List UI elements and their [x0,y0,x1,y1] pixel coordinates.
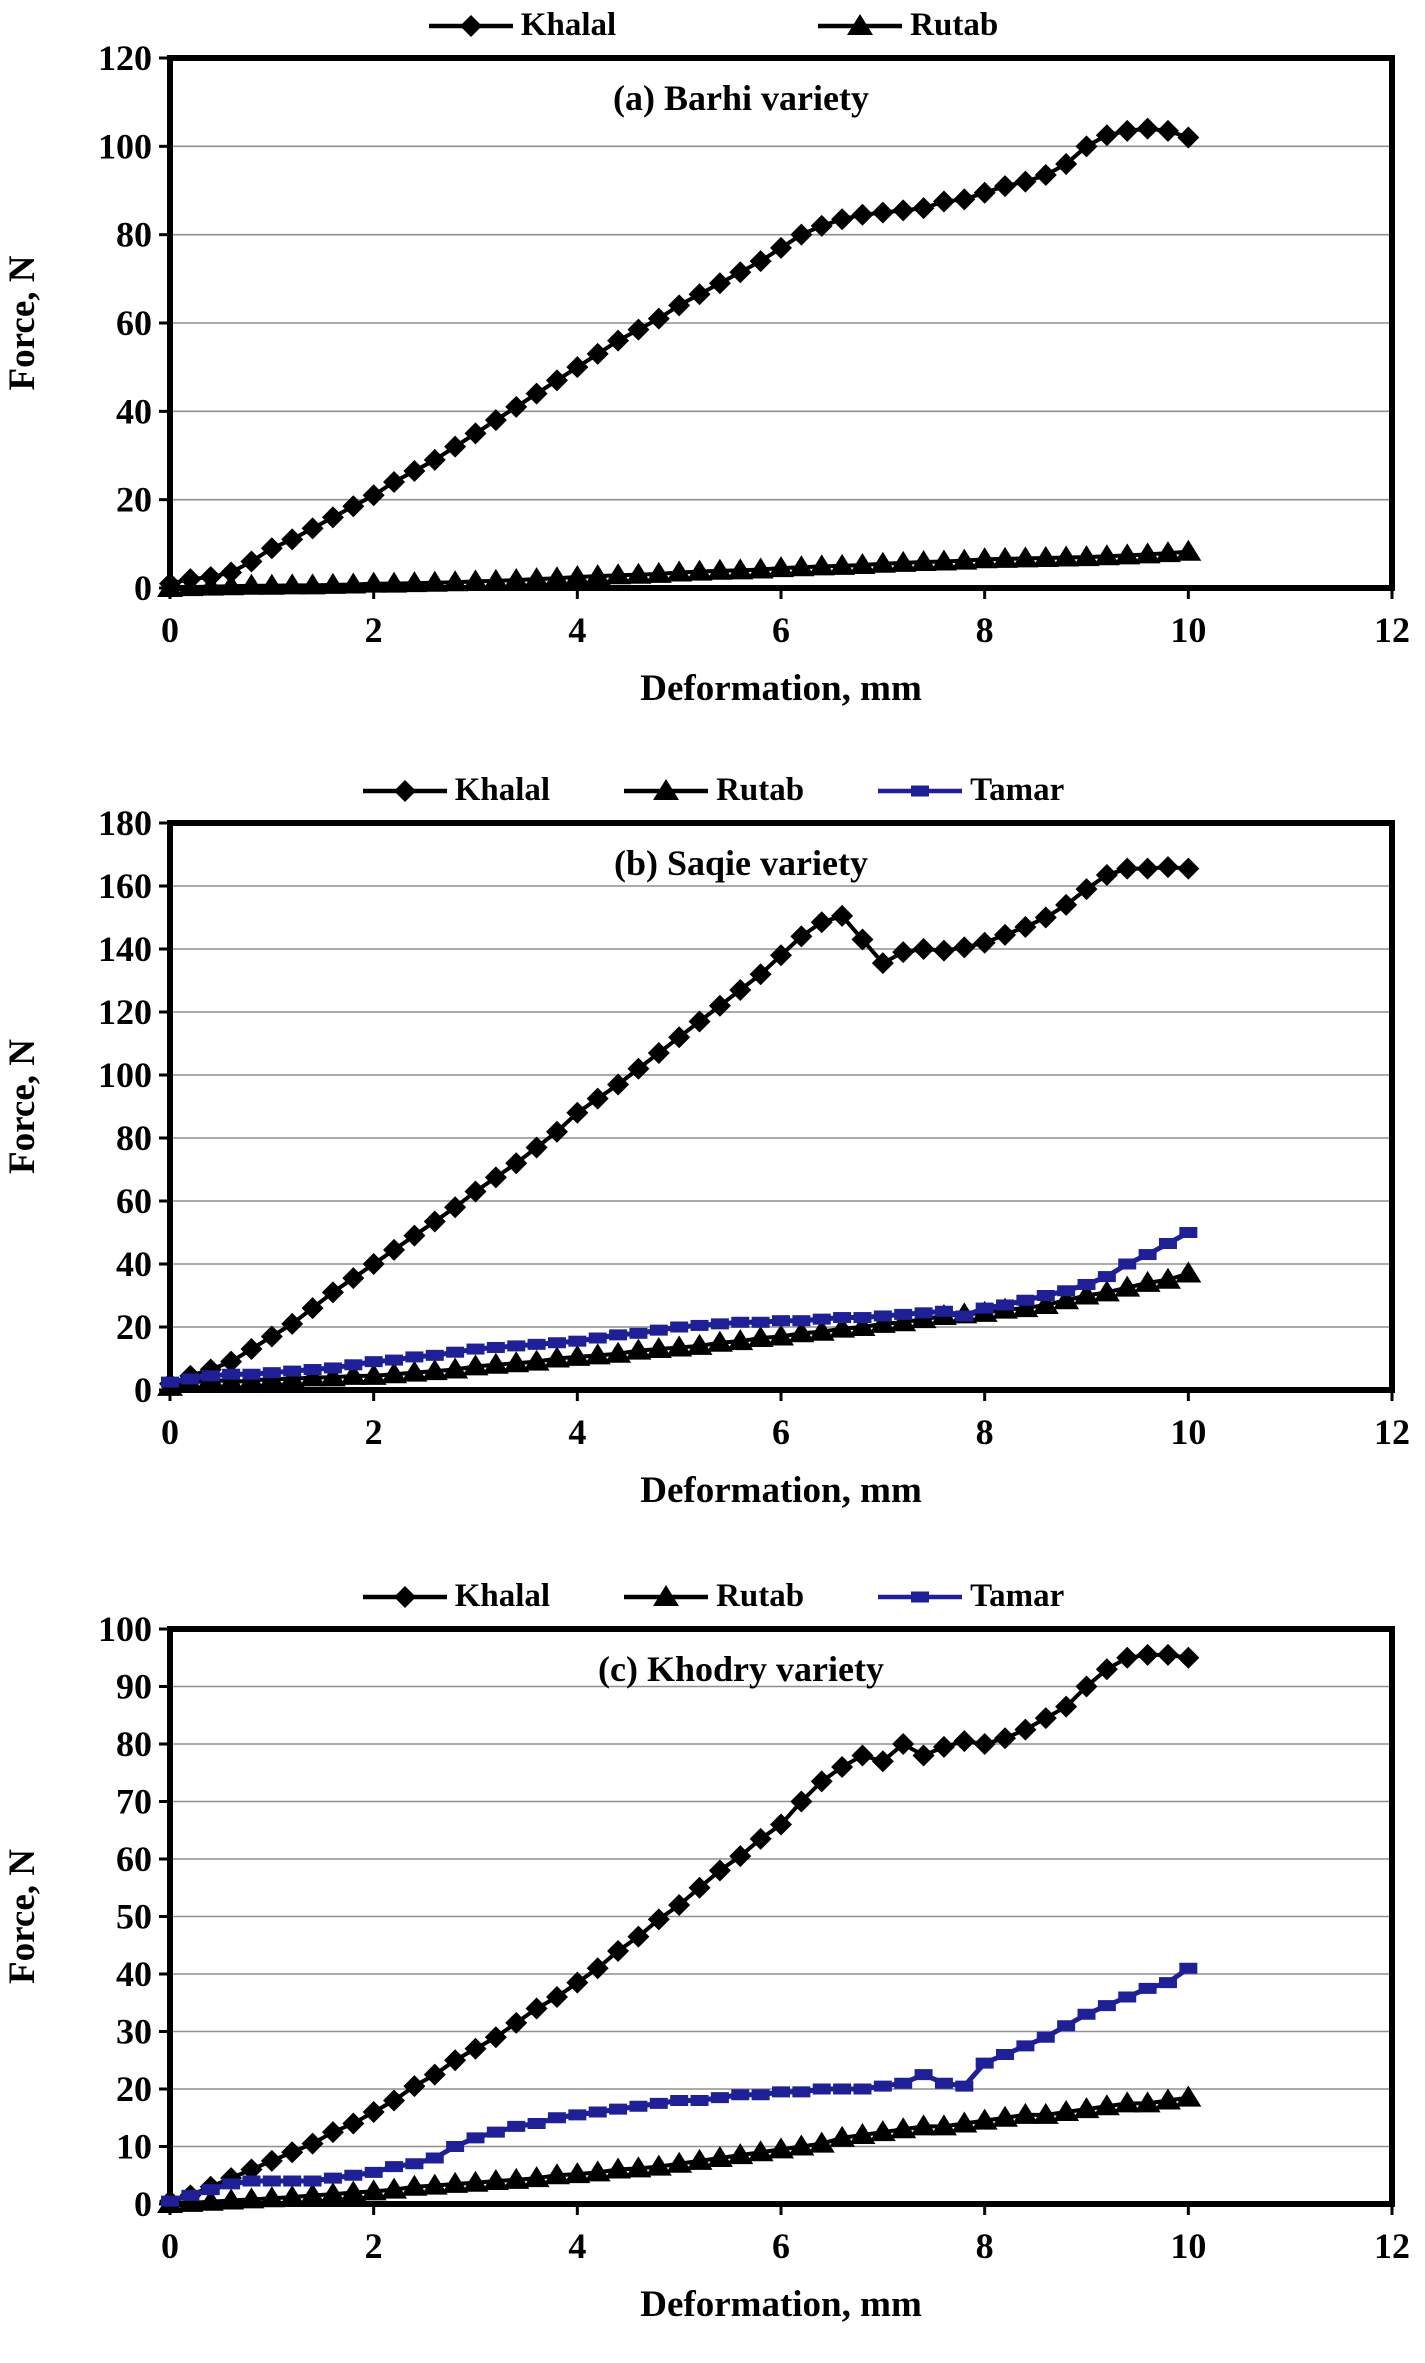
diamond-marker-icon [361,1581,449,1611]
y-tick-label: 60 [116,303,152,343]
x-tick-label: 8 [975,1412,994,1452]
y-tick-label: 120 [98,46,152,78]
diamond-marker-icon [427,10,515,40]
y-tick-label: 180 [98,811,152,843]
y-tick-label: 80 [116,214,152,255]
x-tick-label: 12 [1374,1412,1410,1452]
y-tick-label: 0 [134,568,152,608]
legend-label-rutab: Rutab [716,1577,805,1614]
square-marker-icon [876,775,964,805]
y-tick-label: 20 [116,1307,152,1347]
x-axis-title: Deformation, mm [640,668,922,709]
x-tick-label: 10 [1170,2226,1207,2266]
y-tick-label: 10 [116,2126,152,2167]
y-tick-label: 140 [98,929,152,969]
y-tick-label: 80 [116,1724,152,1764]
x-tick-label: 4 [568,1412,587,1452]
legend-panel-b [0,769,1425,811]
x-tick-label: 6 [772,610,790,650]
diamond-marker-icon [361,775,449,805]
y-tick-label: 70 [116,1781,152,1822]
y-tick-label: 20 [116,479,152,520]
x-tick-label: 10 [1170,610,1207,650]
y-tick-label: 40 [116,391,152,432]
x-tick-label: 2 [364,610,383,650]
x-tick-label: 0 [161,610,179,650]
legend-item-tamar [876,772,1064,809]
x-tick-label: 8 [975,2226,994,2266]
y-tick-label: 40 [116,1244,152,1284]
plot-panel-a [0,46,1425,753]
x-tick-label: 2 [364,2226,383,2266]
legend-item-khalal [361,772,550,809]
legend-panel-c [0,1575,1425,1617]
y-tick-label: 120 [98,992,152,1032]
y-axis-title: Force, N [2,1849,43,1984]
x-tick-label: 6 [772,1412,790,1452]
square-marker-icon [876,1581,964,1611]
chart-panel-c [0,1555,1425,2363]
x-tick-label: 2 [364,1412,383,1452]
y-tick-label: 160 [98,866,152,906]
y-axis-title: Force, N [2,1039,43,1174]
y-tick-label: 90 [116,1666,152,1707]
panel-title: (b) Saqie variety [614,843,868,883]
y-tick-label: 100 [98,126,152,167]
chart-panel-a [0,0,1425,755]
legend-label-tamar: Tamar [970,1577,1065,1614]
chart-panel-b [0,755,1425,1555]
y-tick-label: 20 [116,2069,152,2109]
x-tick-label: 12 [1374,2226,1410,2266]
y-tick-label: 60 [116,1181,152,1221]
triangle-marker-icon [622,775,710,805]
y-tick-label: 0 [134,1370,152,1410]
legend-label-khalal: Khalal [454,1577,551,1614]
triangle-marker-icon [816,10,904,40]
triangle-marker-icon [622,1581,710,1611]
x-tick-label: 10 [1170,1412,1207,1452]
y-tick-label: 80 [116,1118,152,1158]
legend-item-khalal [361,1578,550,1615]
x-axis-title: Deformation, mm [640,1470,922,1511]
legend-item-rutab [622,772,804,809]
x-tick-label: 4 [568,2226,587,2266]
y-tick-label: 30 [116,2011,152,2052]
y-tick-label: 100 [98,1055,152,1095]
legend-item-khalal [427,7,616,44]
x-tick-label: 0 [161,2226,179,2266]
legend-item-rutab [816,7,998,44]
panel-title: (a) Barhi variety [613,78,869,118]
plot-panel-b [0,811,1425,1555]
plot-panel-c [0,1617,1425,2363]
y-tick-label: 0 [134,2184,152,2224]
legend-label-khalal: Khalal [520,6,617,43]
x-tick-label: 8 [975,610,994,650]
y-tick-label: 60 [116,1839,152,1879]
y-axis-title: Force, N [2,255,43,391]
x-tick-label: 6 [772,2226,790,2266]
x-axis-title: Deformation, mm [640,2284,922,2325]
y-tick-label: 100 [98,1617,152,1649]
legend-item-tamar [876,1578,1064,1615]
x-tick-label: 4 [568,610,587,650]
y-tick-label: 40 [116,1954,152,1994]
legend-label-rutab: Rutab [910,6,999,43]
legend-item-rutab [622,1578,804,1615]
x-tick-label: 12 [1374,610,1410,650]
legend-label-tamar: Tamar [970,771,1065,808]
y-tick-label: 50 [116,1896,152,1937]
legend-label-rutab: Rutab [716,771,805,808]
panel-title: (c) Khodry variety [598,1649,884,1689]
x-tick-label: 0 [161,1412,179,1452]
legend-label-khalal: Khalal [454,771,551,808]
legend-panel-a [0,4,1425,46]
